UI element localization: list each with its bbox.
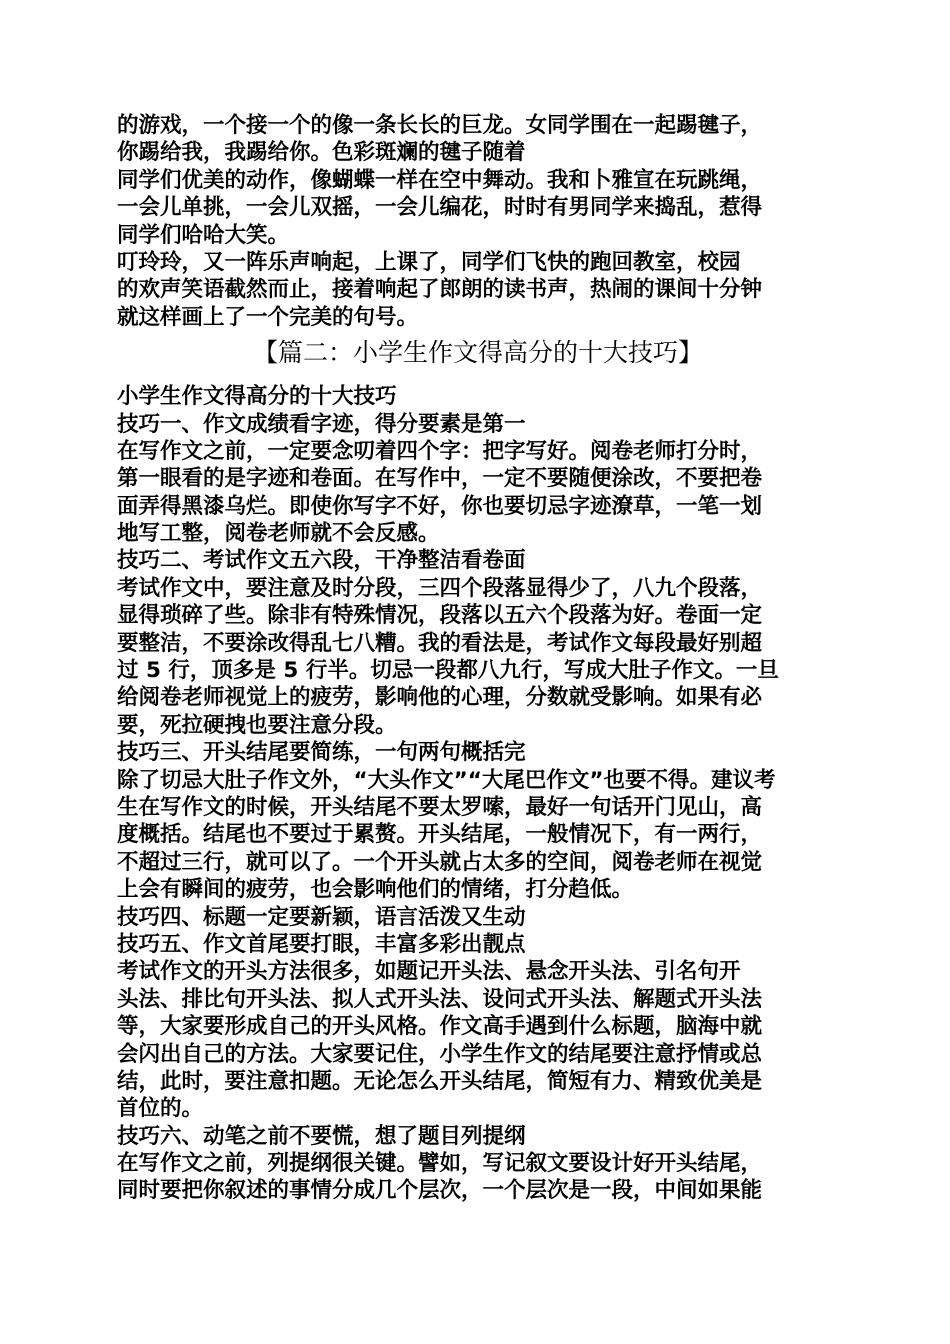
text-line: 在写作文之前，一定要念叨着四个字：把字写好。阅卷老师打分时，	[117, 438, 763, 464]
text-line: 同学们哈哈大笑。	[117, 222, 290, 248]
text-line: 面弄得黑漆乌烂。即使你写字不好，你也要切忌字迹潦草，一笔一划	[117, 493, 763, 519]
text-line: 生在写作文的时候，开头结尾不要太罗嗦，最好一句话开门见山，高	[117, 794, 763, 820]
text-line: 等，大家要形成自己的开头风格。作文高手遇到什么标题，脑海中就	[117, 1014, 763, 1040]
text-line: 要，死拉硬拽也要注意分段。	[117, 712, 397, 738]
text-line: 除了切忌大肚子作文外，“大头作文”“大尾巴作文”也要不得。建议考	[117, 767, 776, 793]
text-line: 考试作文的开头方法很多，如题记开头法、悬念开头法、引名句开	[117, 959, 741, 985]
text-line: 度概括。结尾也不要过于累赘。开头结尾，一般情况下，有一两行，	[117, 822, 763, 848]
text-line: 第一眼看的是字迹和卷面。在写作中，一定不要随便涂改，不要把卷	[117, 466, 763, 492]
text-line: 头法、排比句开头法、拟人式开头法、设问式开头法、解题式开头法	[117, 986, 763, 1012]
section-title: 【篇二：小学生作文得高分的十大技巧】	[252, 338, 703, 368]
text-line: 就这样画上了一个完美的句号。	[117, 304, 419, 330]
text-line: 叮玲玲，又一阵乐声响起，上课了，同学们飞快的跑回教室，校园	[117, 249, 741, 275]
text-line: 结，此时，要注意扣题。无论怎么开头结尾，简短有力、精致优美是	[117, 1068, 763, 1094]
text-line: 过 5 行，顶多是 5 行半。切忌一段都八九行，写成大肚子作文。一旦	[117, 658, 779, 684]
text-line: 同时要把你叙述的事情分成几个层次，一个层次是一段，中间如果能	[117, 1178, 763, 1204]
document-page	[117, 112, 839, 1205]
text-line: 显得琐碎了些。除非有特殊情况，段落以五六个段落为好。卷面一定	[117, 603, 763, 629]
text-line: 技巧六、动笔之前不要慌，想了题目列提纲	[117, 1123, 526, 1149]
text-line: 技巧四、标题一定要新颖，语言活泼又生动	[117, 904, 526, 930]
text-line: 技巧二、考试作文五六段，干净整洁看卷面	[117, 548, 526, 574]
text-line: 在写作文之前，列提纲很关键。譬如，写记叙文要设计好开头结尾，	[117, 1151, 763, 1177]
text-line: 你踢给我，我踢给你。色彩斑斓的毽子随着	[117, 140, 526, 166]
text-line: 技巧三、开头结尾要简练，一句两句概括完	[117, 740, 526, 766]
text-line: 技巧一、作文成绩看字迹，得分要素是第一	[117, 411, 526, 437]
text-line: 的欢声笑语截然而止，接着响起了郎朗的读书声，热闹的课间十分钟	[117, 277, 763, 303]
text-line: 同学们优美的动作，像蝴蝶一样在空中舞动。我和卜雅宣在玩跳绳，	[117, 167, 763, 193]
text-line: 小学生作文得高分的十大技巧	[117, 384, 397, 410]
text-line: 会闪出自己的方法。大家要记住，小学生作文的结尾要注意抒情或总	[117, 1041, 763, 1067]
article-body	[117, 383, 839, 1205]
text-line: 上会有瞬间的疲劳，也会影响他们的情绪，打分趋低。	[117, 877, 634, 903]
text-line: 要整洁，不要涂改得乱七八糟。我的看法是，考试作文每段最好别超	[117, 630, 763, 656]
text-line: 首位的。	[117, 1096, 204, 1122]
text-line: 一会儿单挑，一会儿双摇，一会儿编花，时时有男同学来捣乱，惹得	[117, 195, 763, 221]
intro-paragraphs	[117, 112, 839, 331]
text-line: 技巧五、作文首尾要打眼，丰富多彩出靓点	[117, 931, 526, 957]
text-line: 考试作文中，要注意及时分段，三四个段落显得少了，八九个段落，	[117, 575, 763, 601]
text-line: 地写工整，阅卷老师就不会反感。	[117, 521, 440, 547]
text-line: 的游戏，一个接一个的像一条长长的巨龙。女同学围在一起踢毽子，	[117, 113, 763, 138]
text-line: 不超过三行，就可以了。一个开头就占太多的空间，阅卷老师在视觉	[117, 849, 763, 875]
text-line: 给阅卷老师视觉上的疲劳，影响他的心理，分数就受影响。如果有必	[117, 685, 763, 711]
